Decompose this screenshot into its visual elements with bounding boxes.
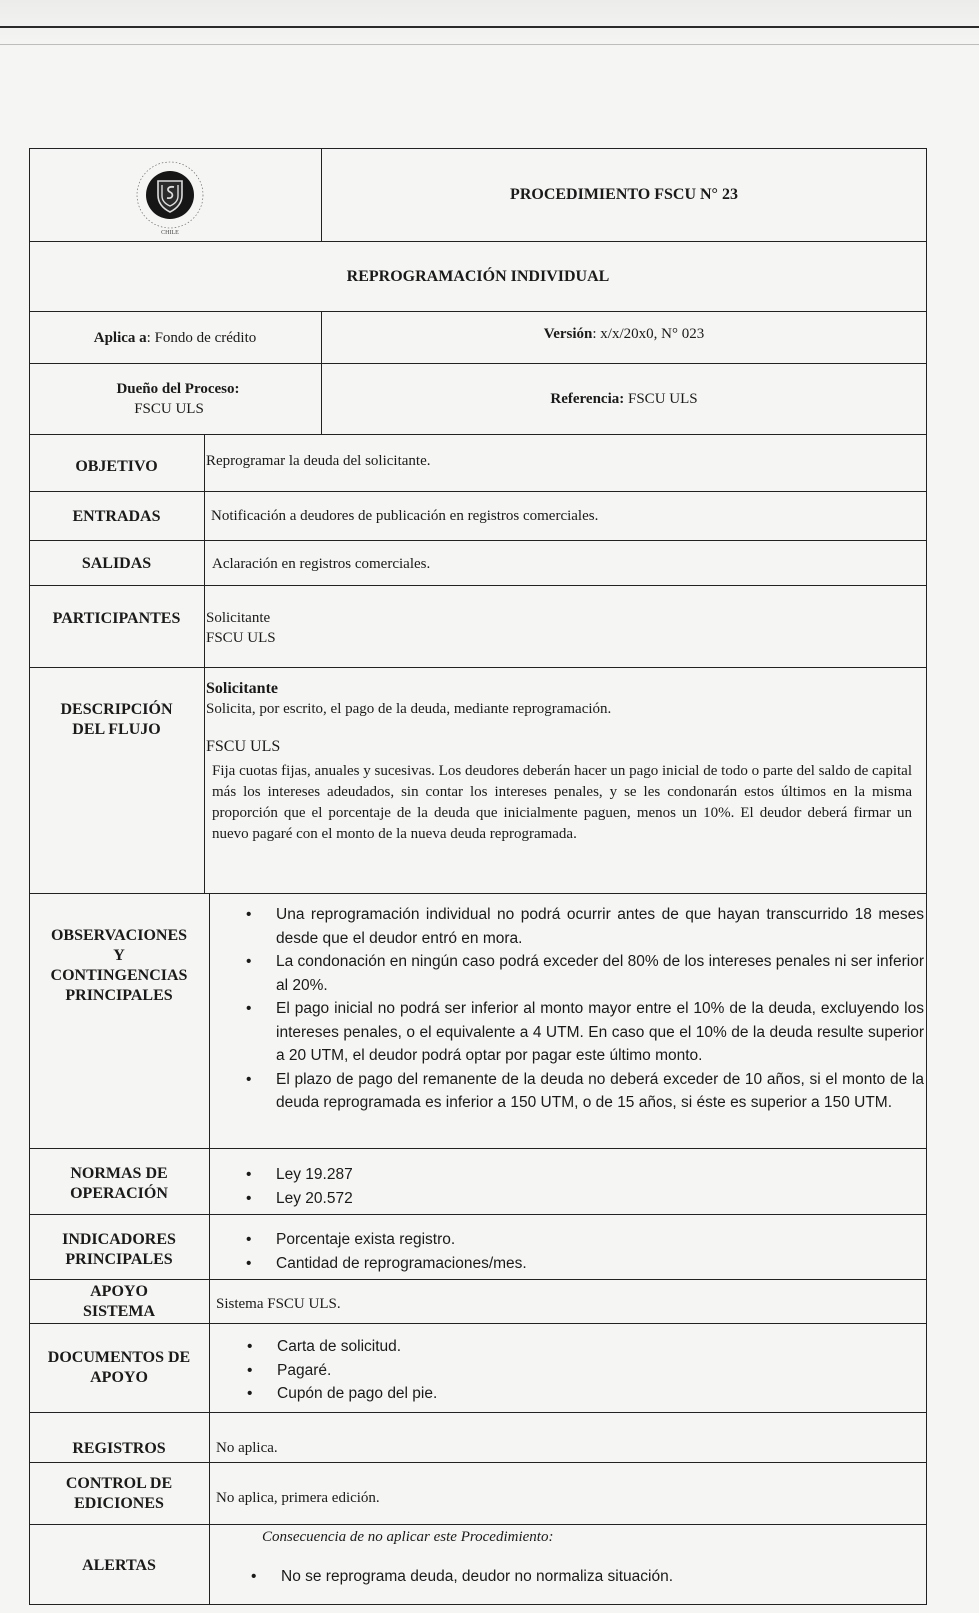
observaciones-list xyxy=(238,903,924,1115)
alertas-intro: Consecuencia de no aplicar este Procedimiento: xyxy=(262,1529,554,1545)
referencia-value: FSCU ULS xyxy=(628,391,698,407)
descripcion-label-line2: DEL FLUJO xyxy=(72,721,161,738)
documento-item: • Cupón de pago del pie. xyxy=(239,1382,925,1406)
control-value: No aplica, primera edición. xyxy=(216,1490,380,1506)
entradas-label: ENTRADAS xyxy=(72,508,161,525)
participantes-list xyxy=(206,608,906,648)
observacion-item: • El plazo de pago del remanente de la deuda no deberá exceder de 10 años, si el monto de la deuda reprogramada es inferior a 150 UTM, o de 15 años, si éste es superior a 150 UTM. xyxy=(238,1068,924,1115)
body-column-divider-upper xyxy=(204,434,205,893)
solicitante-heading: Solicitante xyxy=(206,680,278,697)
normas-label xyxy=(29,1164,209,1204)
university-seal-icon xyxy=(132,157,208,237)
salidas-value: Aclaración en registros comerciales. xyxy=(212,556,431,572)
body-column-divider-lower xyxy=(209,893,210,1605)
documentos-label-line2: APOYO xyxy=(90,1369,148,1386)
row-rule xyxy=(29,1412,927,1413)
observacion-item: • La condonación en ningún caso podrá exceder del 80% de los intereses penales ni ser inferior al 20%. xyxy=(238,950,924,997)
objetivo-value: Reprogramar la deuda del solicitante. xyxy=(206,453,431,469)
entradas-value: Notificación a deudores de publicación en registros comerciales. xyxy=(211,508,599,524)
alertas-list xyxy=(243,1565,923,1589)
participante-item: FSCU ULS xyxy=(206,630,276,646)
aplica-value: : Fondo de crédito xyxy=(146,330,257,346)
norma-item: • Ley 20.572 xyxy=(238,1187,924,1211)
solicitante-text: Solicita, por escrito, el pago de la deuda, mediante reprogramación. xyxy=(206,701,612,717)
normas-list xyxy=(238,1163,924,1210)
alerta-item: • No se reprograma deuda, deudor no normaliza situación. xyxy=(243,1565,923,1589)
observaciones-label xyxy=(29,926,209,1006)
registros-label: REGISTROS xyxy=(72,1440,166,1457)
indicadores-label-line1: INDICADORES xyxy=(62,1231,176,1248)
row-rule xyxy=(29,1323,927,1324)
row-rule xyxy=(29,1279,927,1280)
row-rule xyxy=(29,1148,927,1149)
documento-item: • Carta de solicitud. xyxy=(239,1335,925,1359)
documentos-label-line1: DOCUMENTOS DE xyxy=(47,1349,191,1366)
objetivo-label: OBJETIVO xyxy=(75,458,158,475)
alertas-label: ALERTAS xyxy=(82,1557,156,1574)
indicador-item: • Porcentaje exista registro. xyxy=(238,1228,924,1252)
procedure-subtitle: REPROGRAMACIÓN INDIVIDUAL xyxy=(346,268,610,285)
row-rule xyxy=(29,1214,927,1215)
row-rule xyxy=(29,1524,927,1525)
apoyo-value: Sistema FSCU ULS. xyxy=(216,1296,341,1312)
control-label-line2: EDICIONES xyxy=(74,1495,164,1512)
aplica-label: Aplica a xyxy=(93,330,147,346)
control-label xyxy=(29,1474,209,1514)
aplica-field xyxy=(29,312,321,364)
observaciones-label-line3: CONTINGENCIAS xyxy=(50,967,188,984)
indicadores-list xyxy=(238,1228,924,1275)
apoyo-label xyxy=(29,1282,209,1322)
participantes-label: PARTICIPANTES xyxy=(52,610,181,627)
documento-item: • Pagaré. xyxy=(239,1359,925,1383)
row-rule xyxy=(29,1462,927,1463)
scan-rule-faint xyxy=(0,44,979,45)
descripcion-content xyxy=(206,679,906,757)
dueno-label: Dueño del Proceso: xyxy=(116,381,240,397)
referencia-label: Referencia: xyxy=(550,391,625,407)
procedure-title: PROCEDIMIENTO FSCU N° 23 xyxy=(510,186,738,203)
observaciones-label-line4: PRINCIPALES xyxy=(65,987,173,1004)
version-value: : x/x/20x0, N° 023 xyxy=(592,326,705,342)
normas-label-line2: OPERACIÓN xyxy=(70,1185,168,1202)
participante-item: Solicitante xyxy=(206,610,271,626)
referencia-field xyxy=(321,364,927,434)
row-rule xyxy=(29,540,927,541)
apoyo-label-line2: SISTEMA xyxy=(82,1303,156,1320)
version-label: Versión xyxy=(543,326,593,342)
registros-value: No aplica. xyxy=(216,1440,278,1456)
observacion-item: • Una reprogramación individual no podrá ocurrir antes de que hayan transcurrido 18 meses desde que el deudor entró en mora. xyxy=(238,903,924,950)
indicador-item: • Cantidad de reprogramaciones/mes. xyxy=(238,1252,924,1276)
version-field xyxy=(321,308,927,360)
row-rule xyxy=(29,893,927,894)
indicadores-label-line2: PRINCIPALES xyxy=(65,1251,173,1268)
observaciones-label-line1: OBSERVACIONES xyxy=(50,927,188,944)
svg-text:CHILE: CHILE xyxy=(161,230,179,236)
descripcion-label xyxy=(29,700,204,740)
row-rule xyxy=(29,491,927,492)
dueno-field xyxy=(29,364,321,434)
scan-rule xyxy=(0,26,979,28)
row-rule xyxy=(29,667,927,668)
normas-label-line1: NORMAS DE xyxy=(70,1165,168,1182)
salidas-label: SALIDAS xyxy=(81,555,152,572)
norma-item: • Ley 19.287 xyxy=(238,1163,924,1187)
observacion-item: • El pago inicial no podrá ser inferior al monto mayor entre el 10% de la deuda, excluyendo los intereses penales, o el equivalente a 4 UTM. En caso que el 10% de la deuda resulte superior a 20 UTM, el deudor podrá optar por pagar este último monto. xyxy=(238,997,924,1068)
documentos-label xyxy=(29,1348,209,1388)
indicadores-label xyxy=(29,1230,209,1270)
dueno-value: FSCU ULS xyxy=(134,401,204,417)
documentos-list xyxy=(239,1335,925,1406)
descripcion-label-line1: DESCRIPCIÓN xyxy=(60,701,173,718)
row-rule xyxy=(29,585,927,586)
fscu-text: Fija cuotas fijas, anuales y sucesivas. Los deudores deberán hacer un pago inicial de todo o parte del saldo de capital más los intereses adeudados, sin contar los intereses penales, y se les condonarán estos últimos en la misma proporción que el porcentaje de la deuda que inicialmente paguen, menos un 10%. El deudor deberá firmar un nuevo pagaré con el monto de la nueva deuda reprogramada. xyxy=(212,763,912,842)
observaciones-label-line2: Y xyxy=(113,947,125,964)
apoyo-label-line1: APOYO xyxy=(90,1283,148,1300)
scan-header-shadow xyxy=(0,0,979,48)
control-label-line1: CONTROL DE xyxy=(65,1475,173,1492)
fscu-heading: FSCU ULS xyxy=(206,738,281,755)
